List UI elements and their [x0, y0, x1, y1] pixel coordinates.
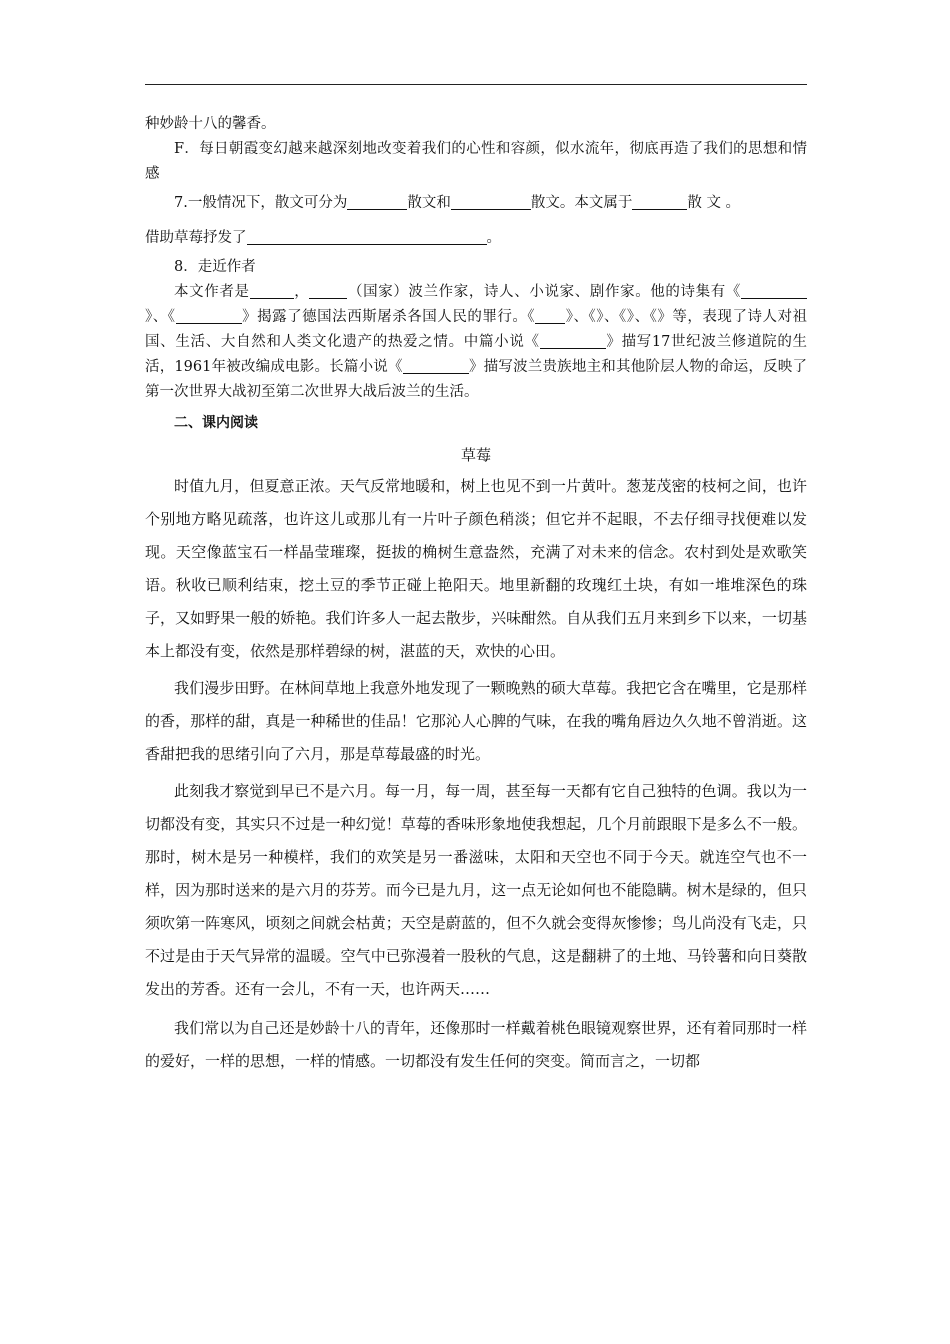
- q8-text-4: 》、《: [145, 309, 176, 325]
- paragraph-3: 此刻我才察觉到早已不是六月。每一月，每一周，甚至每一天都有它自己独特的色调。我以为一切都没有变，其实只不过是一种幻觉！草莓的香味形象地使我想起，几个月前跟眼下是多么不一般。那时，树木是另一种模样，我们的欢笑是另一番滋味，太阳和天空也不同于今天。就连空气也不一样，因为那时送来的是六月的芬芳。而今已是九月，这一点无论如何也不能隐瞒。树木是绿的，但只须吹第一阵寒风，顷刻之间就会枯黄；天空是蔚蓝的，但不久就会变得灰惨惨；鸟儿尚没有飞走，只不过是由于天气异常的温暖。空气中已弥漫着一股秋的气息，这是翻耕了的土地、马铃薯和向日葵散发出的芳香。还有一会儿，不有一天，也许两天……: [145, 782, 807, 998]
- q8-text-7: 》描写17世纪波兰修道院的生活，1961年被改编成电影。长篇小说《: [145, 334, 808, 375]
- q7-blank-2[interactable]: [451, 193, 531, 210]
- q8-heading: 8．走近作者: [174, 259, 256, 275]
- q7-blank-1[interactable]: [347, 193, 407, 210]
- top-fragment: 种妙龄十八的馨香。: [145, 116, 276, 132]
- passage-title: 草莓: [460, 446, 491, 464]
- q7-line2-b: 。: [486, 230, 501, 246]
- q8-blank-author[interactable]: [250, 282, 294, 299]
- q7-blank-4[interactable]: [247, 228, 487, 245]
- q8-text-8: 》描写波兰贵族地主和其他阶层人物的命运，反映了第一次世界大战初至第二次世界大战后波兰的生活。: [145, 359, 808, 400]
- header-rule: [145, 84, 807, 85]
- reading-passage: [145, 470, 807, 1078]
- q8-text-3: （国家）波兰作家，诗人、小说家、剧作家。他的诗集有《: [347, 284, 742, 300]
- document-page: [145, 112, 807, 1078]
- question-8: [145, 280, 807, 405]
- question-7: [145, 191, 807, 216]
- option-f: F．每日朝霞变幻越来越深刻地改变着我们的心性和容颜，似水流年，彻底再造了我们的思想和情感: [145, 141, 807, 182]
- q8-text-1: 本文作者是: [174, 284, 250, 300]
- q8-blank-poem-3[interactable]: [535, 307, 565, 324]
- q8-blank-country[interactable]: [309, 282, 347, 299]
- paragraph-1: 时值九月，但夏意正浓。天气反常地暖和，树上也见不到一片黄叶。葱茏茂密的枝柯之间，也许个别地方略见疏落，也许这儿或那儿有一片叶子颜色稍淡；但它并不起眼，不去仔细寻找便难以发现。天空像蓝宝石一样晶莹璀璨，挺拔的桷树生意盎然，充满了对未来的信念。农村到处是欢歌笑语。秋收已顺利结束，挖土豆的季节正碰上艳阳天。地里新翻的玫瑰红土块，有如一堆堆深色的珠子，又如野果一般的娇艳。我们许多人一起去散步，兴味酣然。自从我们五月来到乡下以来，一切基本上都没有变，依然是那样碧绿的树，湛蓝的天，欢快的心田。: [145, 477, 807, 660]
- q8-text-6: 》、《》、《》、《》等，表现了诗人对祖国、生活、大自然和人类文化遗产的热爱之情。中篇小说《: [145, 309, 808, 350]
- q7-part3: 散文。本文属于: [530, 195, 633, 211]
- q8-text-2: ，: [293, 284, 310, 300]
- paragraph-2: 我们漫步田野。在林间草地上我意外地发现了一颗晚熟的硕大草莓。我把它含在嘴里，它是那样的香，那样的甜，真是一种稀世的佳品！它那沁人心脾的气味，在我的嘴角唇边久久地不曾消逝。这香甜把我的思绪引向了六月，那是草莓最盛的时光。: [145, 679, 807, 763]
- section-2-heading: 二、课内阅读: [174, 415, 258, 431]
- q8-blank-novel[interactable]: [403, 357, 469, 374]
- paragraph-4: 我们常以为自己还是妙龄十八的青年，还像那时一样戴着桃色眼镜观察世界，还有着同那时一样的爱好，一样的思想，一样的情感。一切都没有发生任何的突变。简而言之，一切都: [145, 1019, 807, 1070]
- q7-part4: 散 文 。: [687, 195, 741, 211]
- q8-text-5: 》揭露了德国法西斯屠杀各国人民的罪行。《: [241, 309, 536, 325]
- q8-blank-novella[interactable]: [540, 332, 606, 349]
- q7-blank-3[interactable]: [632, 193, 687, 210]
- q7-line2-a: 借助草莓抒发了: [145, 230, 247, 246]
- q7-part2: 散文和: [407, 195, 451, 211]
- question-7-line2: [145, 226, 807, 251]
- q8-blank-poem-1[interactable]: [741, 282, 807, 299]
- q7-part1: 7.一般情况下，散文可分为: [174, 195, 348, 211]
- q8-blank-poem-2[interactable]: [176, 307, 242, 324]
